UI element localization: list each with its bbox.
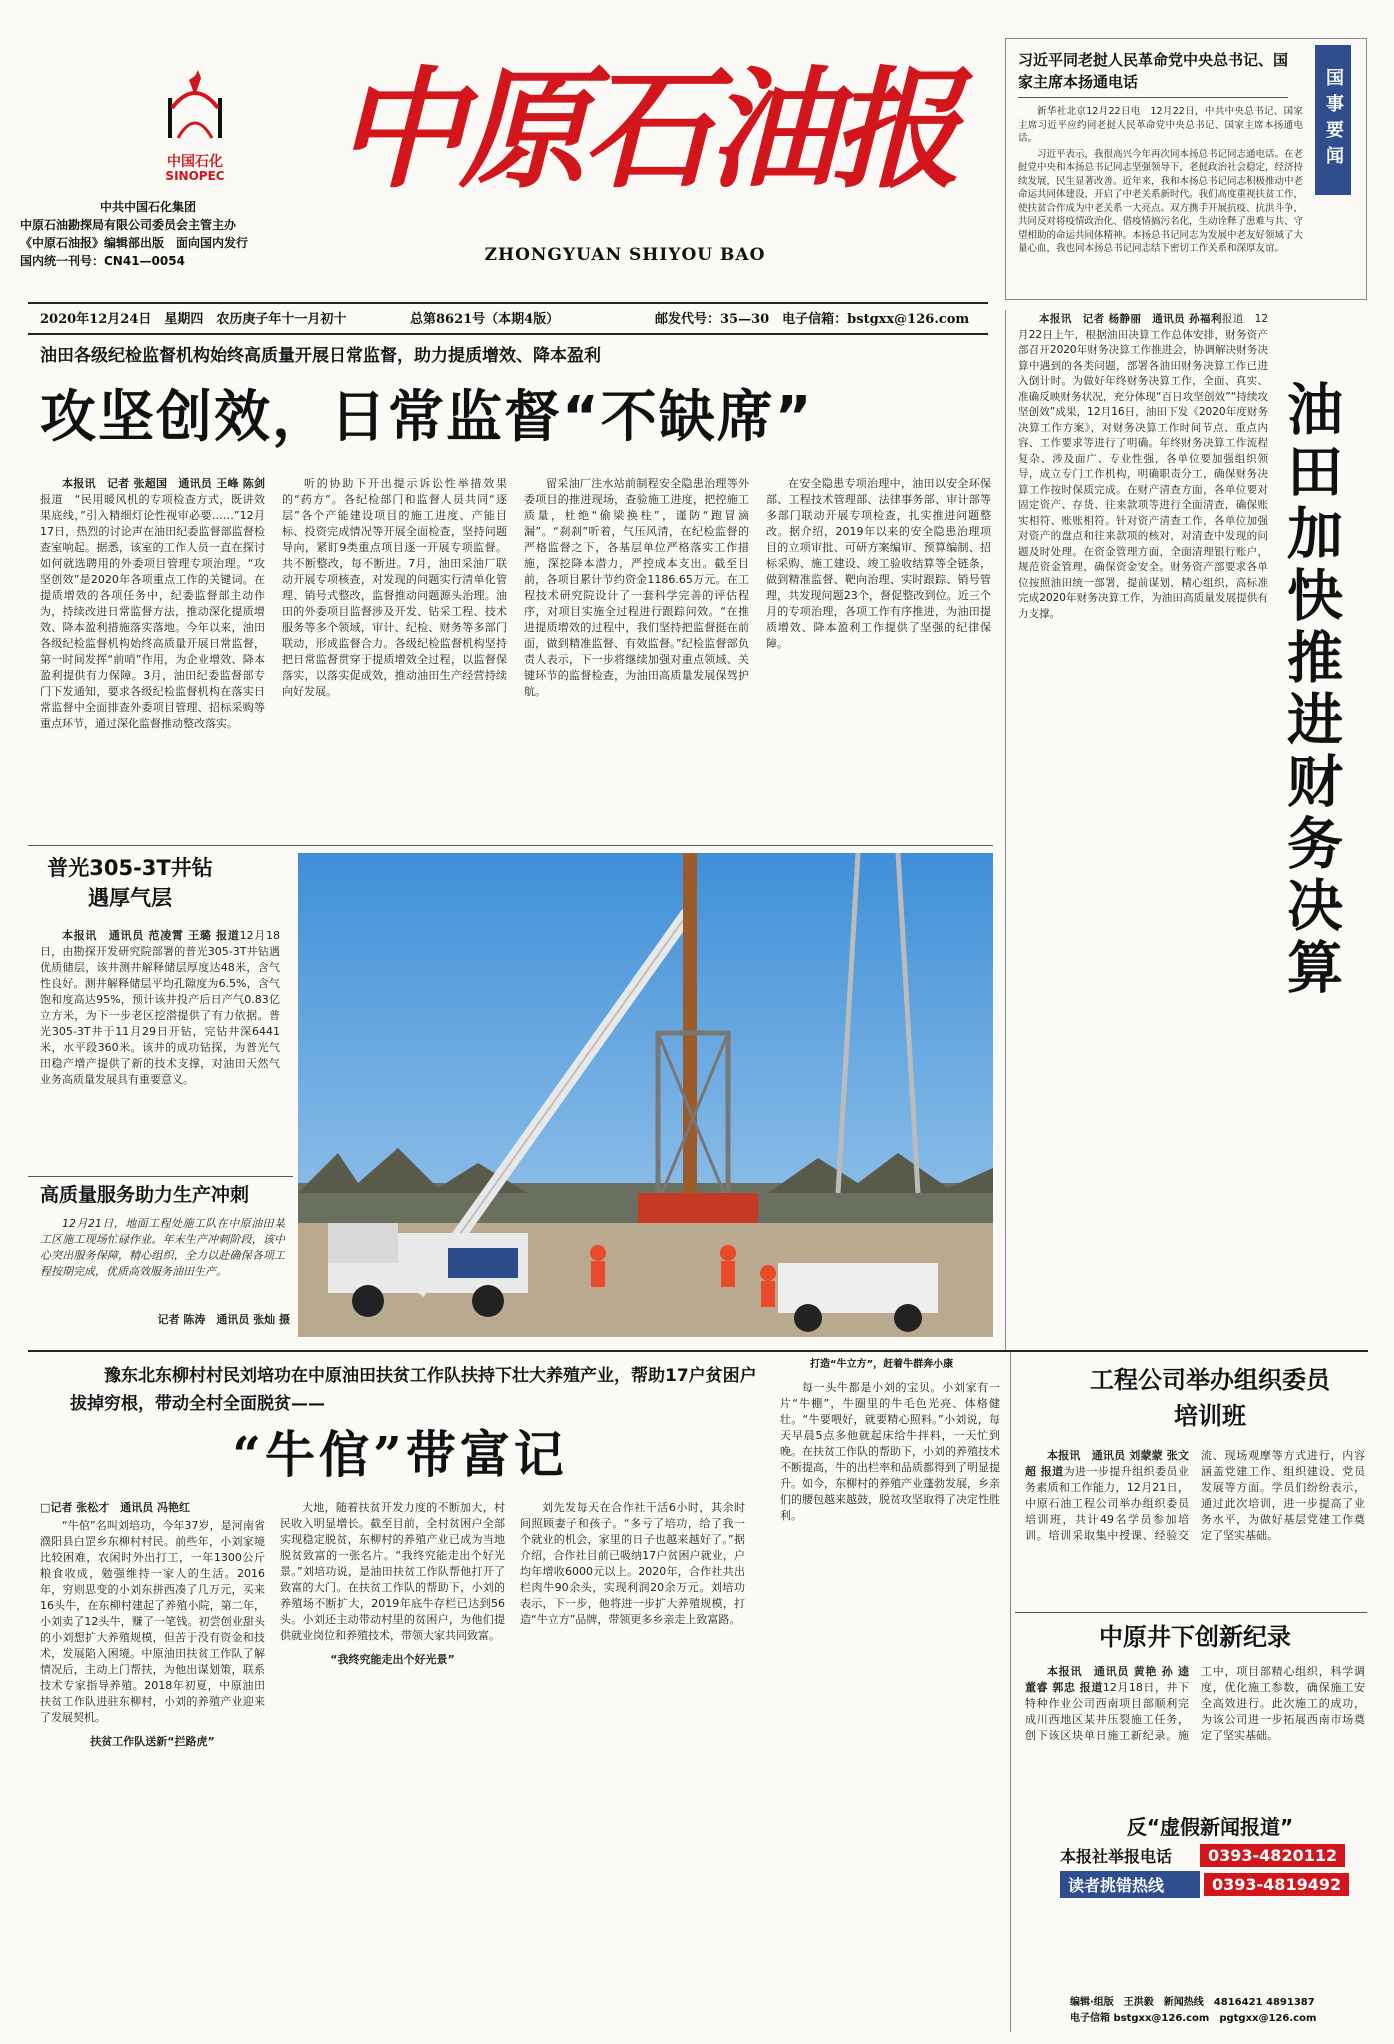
divider xyxy=(28,1176,293,1177)
report-line1-label: 本报社举报电话 xyxy=(1060,1847,1173,1866)
paragraph: 习近平表示，我很高兴今年再次同本扬总书记同志通电话。在老挝党中央和本扬总书记同志坚强领导下，老挝政治社会稳定，经济持续发展，民生显著改善。近年来，我和本扬总书记同志积极推动中老命运共同体建设，开启了中老关系新时代。我们高度重视扶贫工作，使扶贫合作成为中老关系一大亮点。双方携手开展抗疫、抗洪斗争，共同反对将疫情政治化、借疫情搞污名化，生动诠释了患难与共、守望相助的命运共同体精神。本扬总书记同志为发展中老友好领域了大量心血，我也同本扬总书记同志结下密切工作关系和深厚友谊。 xyxy=(1018,148,1303,254)
report-row-1 xyxy=(1060,1844,1360,1867)
masthead-pinyin: ZHONGYUAN SHIYOU BAO xyxy=(484,245,766,265)
masthead xyxy=(20,20,995,300)
national-news-headline: 习近平同老挝人民革命党中央总书记、国家主席本扬通电话 xyxy=(1018,51,1289,91)
paragraph: 新华社北京12月22日电 12月22日，中共中央总书记、国家主席习近平应约同老挝人民革命党中央总书记、国家主席本扬通电话。 xyxy=(1018,106,1303,144)
training-byline: 本报讯 通讯员 刘蒙蒙 张文超 报道 xyxy=(1025,1449,1189,1478)
well-body xyxy=(40,928,280,1178)
downhole-body-text: 12月18日，井下特种作业公司西南项目部顺利完成川西地区某井压裂施工任务，创下该区块单日施工新纪录。施工中，项目部精心组织，科学调度，优化施工参数，确保施工安全高效进行。此次施工的成功，为该公司进一步拓展西南市场奠定了坚实基础。 xyxy=(1025,1665,1365,1742)
budget-body xyxy=(1018,312,1268,1312)
pub-org-3: 《中原石油报》编辑部出版 面向国内发行 xyxy=(20,236,249,250)
divider xyxy=(28,845,993,846)
issue-line: 总第8621号（本期4版） xyxy=(410,312,560,327)
divider xyxy=(1015,1612,1367,1613)
service-body xyxy=(40,1216,285,1306)
cattle-kicker: 豫东北东柳村村民刘培功在中原油田扶贫工作队扶持下壮大养殖产业，帮助17户贫困户拔掉穷根，带动全村全面脱贫—— xyxy=(70,1366,757,1414)
cattle-sub-1: 扶贫工作队送新“拦路虎” xyxy=(90,1735,215,1748)
budget-body-text: 报道 12月22日上午，根据油田决算工作总体安排，财务资产部召开2020年财务决算工作推进会，协调解决财务决算中遇到的各类问题，部署各油田财务决算工作已进入倒计时。为做好年终财务决算工作，全面、真实、准确反映财务状况，充分体现“百日攻坚创效”“持续攻坚创效”成果，12月16日，油田下发《2020年度财务决算工作方案》，对财务决算工作时间节点、重点内容、工作要求等进行了明确。年终财务决算工作流程复杂、涉及面广、专业性强，各单位要加强组织领导，成立专门工作机构，明确职责分工，确保财务决算工作按时保质完成。在财产清查方面，各单位要对固定资产、存货、往来款项等进行全面清查，确保账实相符、账账相符。针对资产清查工作，各单位加强对资产的盘点和往来款项的核对，对清查中发现的问题及时处理。在资金管理方面，全面清理银行账户，规范资金管理，确保资金安全。财务资产部要求各单位按照油田统一部署，提前谋划，精心组织，高标准完成2020年财务决算工作，为油田高质量发展提供有力支撑。 xyxy=(1018,313,1268,620)
lead-col-3 xyxy=(524,476,749,841)
lead-col-3-text: 留采油厂注水站前制程安全隐患治理等外委项目的推进现场，查验施工进度，把控施工质量，杜绝“偷梁换柱”，谨防“跑冒滴漏”。“刹刹”听着，气压风清，在纪检监督的严格监督之下，各基层单位严格落实工作措施，深挖降本潜力，严控成本支出。截至目前，各项目累计节约资金1186.65万元。在工程技术研究院设计了一套科学完善的评估程序，对项目实施全过程进行跟踪问效。“在推进提质增效的过程中，我们坚持把监督挺在前面，做到精准监督、有效监督。”纪检监督部负责人表示，下一步将继续加强对重点领域、关键环节的监督检查，为油田高质量发展保驾护航。 xyxy=(524,477,749,698)
pub-org-2: 中原石油勘探局有限公司委员会主管主办 xyxy=(20,218,237,232)
issn: 国内统一刊号：CN41—0054 xyxy=(20,254,185,268)
cattle-col-1-text: “牛倌”名叫刘培功，今年37岁，是河南省濮阳县白罡乡东柳村村民。前些年，小刘家境比较困难，农闲时外出打工，一年1300公斤粮食收成，勉强维持一家人的生活。2016年，穷则思变的小刘东拼西凑了几万元，买来16头牛，在东柳村建起了养殖小院，第二年，小刘卖了12头牛，赚了一笔钱。初尝创业甜头的小刘想扩大养殖规模，但苦于没有资金和技术，发展陷入困境。中原油田扶贫工作队了解情况后，主动上门帮扶，为他出谋划策，联系技术专家指导养殖。2018年初夏，中原油田扶贫工作队进驻东柳村，小刘的养殖产业迎来了发展契机。 xyxy=(40,1519,265,1724)
lead-kicker: 油田各级纪检监督机构始终高质量开展日常监督，助力提质增效、降本盈利 xyxy=(40,346,601,366)
downhole-byline: 本报讯 通讯员 黄艳 孙 逵 董睿 郭忠 报道 xyxy=(1025,1665,1189,1694)
report-line2-value: 0393-4819492 xyxy=(1204,1873,1349,1896)
budget-headline: 油田加快推进财务决算 xyxy=(1278,380,1344,1000)
report-line1-value: 0393-4820112 xyxy=(1200,1844,1345,1867)
divider xyxy=(28,302,988,304)
cattle-byline: □记者 张松才 通讯员 冯艳红 xyxy=(40,1501,191,1514)
lead-col-4 xyxy=(766,476,991,841)
national-news-divider xyxy=(1018,97,1288,98)
cattle-col-2 xyxy=(280,1500,505,2028)
drilling-photo xyxy=(298,853,993,1337)
service-body-text: 12月21日，地面工程处施工队在中原油田某工区施工现场忙碌作业。年末生产冲刺阶段，该中心突出服务保障，精心组织，全力以赴确保各项工程按期完成，优质高效服务油田生产。 xyxy=(40,1217,285,1278)
service-headline: 高质量服务助力生产冲刺 xyxy=(40,1184,250,1206)
cattle-sub-2: “我终究能走出个好光景” xyxy=(330,1653,455,1666)
lead-headline: 攻坚创效，日常监督“不缺席” xyxy=(40,385,814,450)
column-divider xyxy=(1005,310,1006,1350)
post-line: 邮发代号：35—30 电子信箱：bstgxx@126.com xyxy=(655,312,970,327)
training-headline: 工程公司举办组织委员培训班 xyxy=(1090,1366,1330,1430)
tag-text: 国事要闻 xyxy=(1323,68,1344,172)
downhole-headline: 中原井下创新纪录 xyxy=(1099,1623,1291,1651)
date-line: 2020年12月24日 星期四 农历庚子年十一月初十 xyxy=(40,312,347,327)
well-byline: 本报讯 通讯员 范凌霄 王璐 报道 xyxy=(62,929,240,942)
national-news-box xyxy=(1005,38,1367,300)
cattle-col-4 xyxy=(780,1380,1000,2028)
well-headline: 普光305-3T井钻遇厚气层 xyxy=(47,856,213,910)
report-box xyxy=(1060,1812,1360,1904)
training-body-text: 为进一步提升组织委员业务素质和工作能力，12月21日，中原石油工程公司举办组织委员培训班，共计49名学员参加培训。培训采取集中授课、经验交流、现场观摩等方式进行，内容涵盖党建工作、组织建设、党员发展等方面。学员们纷纷表示，通过此次培训，进一步提高了业务水平，为做好基层党建工作奠定了坚实基础。 xyxy=(1025,1449,1365,1542)
divider xyxy=(28,333,988,335)
divider xyxy=(28,1350,1368,1352)
national-news-body xyxy=(1018,105,1303,297)
logo-cn: 中国石化 xyxy=(167,154,223,170)
report-line2-label: 读者挑错热线 xyxy=(1060,1871,1200,1898)
footer-line-2: 电子信箱 bstgxx@126.com pgtgxx@126.com xyxy=(1070,2013,1317,2024)
cattle-headline: “牛倌”带富记 xyxy=(232,1425,568,1484)
well-body-text: 12月18日，由勘探开发研究院部署的普光305-3T井钻遇优质储层，该井测井解释储层厚度达48米，含气性良好。测井解释储层平均孔隙度为6.5%，含气饱和度高达95%，预计该井投产后日产气0.83亿立方米，为下一步老区挖潜提供了有力依据。普光305-3T井于11月29日开钻，完钻井深6441米，水平段360米。该井的成功钻探，为普光气田稳产增产提供了新的技术支撑，对油田天然气业务高质量发展具有重要意义。 xyxy=(40,929,280,1086)
lead-col-4-text: 在安全隐患专项治理中，油田以安全环保部、工程技术管理部、法律事务部、审计部等多部门联动开展专项检查，扎实推进问题整改。据介绍，2019年以来的安全隐患治理项目的立项审批、可研方案编审、预算编制、招标采购、施工建设、竣工验收结算等全链条，做到精准监督、靶向治理、实时跟踪、销号管理，共发现问题23个，督促整改到位。近三个月的专项治理，各项工作有序推进，为油田提质增效、降本盈利工作提供了坚强的纪律保障。 xyxy=(766,477,991,650)
training-body xyxy=(1025,1448,1365,1608)
footer-line-1: 编辑·组版 王洪毅 新闻热线 4816421 4891387 xyxy=(1070,1997,1315,2008)
lead-byline: 本报讯 记者 张超国 通讯员 王峰 陈剑 xyxy=(62,477,265,490)
pub-org-1: 中共中国石化集团 xyxy=(100,200,197,214)
masthead-title: 中原石油报 xyxy=(335,53,956,206)
lead-col-1 xyxy=(40,476,265,841)
photo-caption: 打造“牛立方”，赶着牛群奔小康 xyxy=(810,1359,954,1370)
lead-col-2-text: 听的协助下开出提示诉讼性举措效果的“药方”。各纪检部门和监督人员共同“逐层”各个产能建设项目的施工进度、产能目标、投资完成情况等开展全面检查，坚持问题导向，紧盯9类重点项目逐一开展专项监督。共不断整改，每不断进。7月，油田采油厂联动开展专项核查，对发现的问题实行清单化管理、销号式整改，监督推动问题源头治理。油田的外委项目监督涉及开发、钻采工程、技术服务等多个领域，审计、纪检、财务等多部门联动，形成监督合力。各级纪检监督机构坚持把日常监督贯穿于提质增效全过程，以监督保落实，以落实促成效，推动油田生产经营持续向好发展。 xyxy=(282,477,507,698)
logo-en: SINOPEC xyxy=(165,169,225,183)
budget-byline: 本报讯 记者 杨静丽 通讯员 孙福利 xyxy=(1039,313,1222,325)
lead-col-1-text: 报道 “民用暖风机的专项检查方式，既讲效果底线，”引入精细灯论性视审必要……”12月17日，热烈的讨论声在油田纪委监督部监督检查室响起。据悉，该室的工作人员一直在探讨如何就选聘用的外委项目管理专项治理。“攻坚创效”是2020年各项重点工作的关键词。在提质增效的各项任务中，纪委监督部主动作为，持续改进日常监督方法，推动深化提质增效、降本盈利措施落实落地。今年以来，油田各级纪检监督机构始终高质量开展日常监督，第一时间发挥“前哨”作用，为企业增效、降本盈利提供有力保障。3月，油田纪委监督部专门下发通知，要求各级纪检监督机构在落实日常监督中全面排查外委项目管理、招标采购等重点环节，通过深化监督推动整改落实。 xyxy=(40,493,265,730)
cattle-col-1 xyxy=(40,1518,265,2028)
lead-col-2 xyxy=(282,476,507,841)
report-title: 反“虚假新闻报道” xyxy=(1126,1815,1294,1839)
report-row-2 xyxy=(1060,1871,1360,1898)
cattle-col-2-text: 大地，随着扶贫开发力度的不断加大，村民收入明显增长。截至目前，全村贫困户全部实现稳定脱贫，东柳村的养殖产业已成为当地脱贫致富的一张名片。“我终究能走出个好光景。”刘培功说，是油田扶贫工作队帮他打开了致富的大门。在扶贫工作队的帮助下，小刘的养殖场不断扩大，2019年底牛存栏已达到56头。小刘还主动带动村里的贫困户，为他们提供就业岗位和养殖技术，带领大家共同致富。 xyxy=(280,1501,505,1642)
downhole-body xyxy=(1025,1664,1365,1799)
service-byline: 记者 陈涛 通讯员 张灿 摄 xyxy=(157,1313,290,1326)
cattle-col-3 xyxy=(520,1500,745,2028)
column-divider xyxy=(1010,1352,1011,2032)
cattle-col-3-text: 刘先发每天在合作社干活6小时，其余时间照顾妻子和孩子。“多亏了培功，给了我一个就业的机会，家里的日子也越来越好了。”据介绍，合作社目前已吸纳17户贫困户就业，户均年增收6000元以上。2020年，合作社共出栏肉牛90余头，实现利润20余万元。刘培功表示，下一步，他将进一步扩大养殖规模，打造“牛立方”品牌，带领更多乡亲走上致富路。 xyxy=(520,1501,745,1626)
cattle-col-4-text: 每一头牛都是小刘的宝贝。小刘家有一片“牛棚”，牛圈里的牛毛色光亮、体格健壮。“牛要喂好，就要精心照料。”小刘说，每天早晨5点多他就起床给牛拌料，一天忙到晚。在扶贫工作队的帮助下，小刘的养殖技术不断提高，牛的出栏率和品质都得到了明显提升。如今，东柳村的养殖产业蓬勃发展，乡亲们的腰包越来越鼓，脱贫攻坚取得了决定性胜利。 xyxy=(780,1381,1000,1522)
national-news-tag xyxy=(1315,45,1351,195)
sinopec-logo-icon xyxy=(160,68,230,150)
